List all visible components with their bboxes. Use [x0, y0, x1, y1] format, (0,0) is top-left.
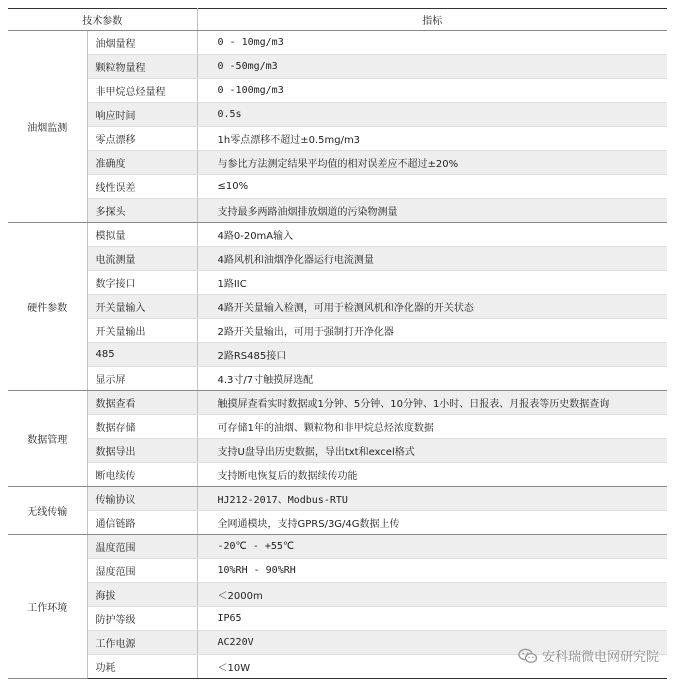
param-name-cell: 零点漂移 [87, 127, 197, 151]
table-row [8, 175, 667, 199]
param-value-cell: IP65 [197, 607, 667, 631]
param-name-cell: 开关量输入 [87, 295, 197, 319]
param-value-cell: 全网通模块，支持GPRS/3G/4G数据上传 [197, 511, 667, 535]
table-row [8, 199, 667, 223]
table-row [8, 391, 667, 415]
param-name-cell: 数字接口 [87, 271, 197, 295]
header-spec: 指标 [197, 9, 667, 31]
table-row [8, 559, 667, 583]
param-name-cell: 传输协议 [87, 487, 197, 511]
param-name-cell: 数据导出 [87, 439, 197, 463]
watermark [518, 646, 659, 665]
table-row [8, 511, 667, 535]
param-name-cell: 非甲烷总烃量程 [87, 79, 197, 103]
param-name-cell: 湿度范围 [87, 559, 197, 583]
param-value-cell: 4.3寸/7寸触摸屏选配 [197, 367, 667, 391]
param-name-cell: 485 [87, 343, 197, 367]
param-value-cell: 4路开关量输入检测，可用于检测风机和净化器的开关状态 [197, 295, 667, 319]
table-row [8, 271, 667, 295]
table-row [8, 415, 667, 439]
param-value-cell: 10%RH - 90%RH [197, 559, 667, 583]
param-value-cell: 4路0-20mA输入 [197, 223, 667, 247]
param-value-cell: -20℃ - +55℃ [197, 535, 667, 559]
table-row [8, 607, 667, 631]
table-row [8, 439, 667, 463]
table-row [8, 535, 667, 559]
wechat-icon [518, 648, 538, 664]
table-row [8, 79, 667, 103]
category-cell: 工作环境 [8, 535, 87, 679]
table-row [8, 31, 667, 55]
spec-body [8, 31, 667, 679]
category-cell: 无线传输 [8, 487, 87, 535]
param-value-cell: 0 - 10mg/m3 [197, 31, 667, 55]
table-row [8, 487, 667, 511]
param-value-cell: ＜2000m [197, 583, 667, 607]
param-name-cell: 多探头 [87, 199, 197, 223]
param-name-cell: 通信链路 [87, 511, 197, 535]
category-cell: 硬件参数 [8, 223, 87, 391]
spec-table [8, 8, 667, 679]
table-row [8, 151, 667, 175]
param-value-cell: 2路开关量输出，可用于强制打开净化器 [197, 319, 667, 343]
table-row [8, 583, 667, 607]
param-name-cell: 准确度 [87, 151, 197, 175]
watermark-text: 安科瑞微电网研究院 [541, 650, 659, 665]
param-value-cell: 与参比方法测定结果平均值的相对误差应不超过±20% [197, 151, 667, 175]
param-value-cell: ≤10% [197, 175, 667, 199]
param-value-cell: ＜10W [197, 655, 667, 679]
table-row [8, 319, 667, 343]
param-value-cell: 支持U盘导出历史数据，导出txt和excel格式 [197, 439, 667, 463]
param-value-cell: 0 -50mg/m3 [197, 55, 667, 79]
param-name-cell: 响应时间 [87, 103, 197, 127]
param-name-cell: 工作电源 [87, 631, 197, 655]
param-name-cell: 油烟量程 [87, 31, 197, 55]
table-row [8, 367, 667, 391]
param-name-cell: 温度范围 [87, 535, 197, 559]
param-name-cell: 电流测量 [87, 247, 197, 271]
param-value-cell: 1h零点漂移不超过±0.5mg/m3 [197, 127, 667, 151]
category-cell: 数据管理 [8, 391, 87, 487]
param-value-cell: 0.5s [197, 103, 667, 127]
table-row [8, 463, 667, 487]
param-name-cell: 数据查看 [87, 391, 197, 415]
param-value-cell: 可存储1年的油烟、颗粒物和非甲烷总烃浓度数据 [197, 415, 667, 439]
table-row [8, 127, 667, 151]
param-name-cell: 功耗 [87, 655, 197, 679]
table-row [8, 343, 667, 367]
param-name-cell: 断电续传 [87, 463, 197, 487]
table-row [8, 295, 667, 319]
param-value-cell: 2路RS485接口 [197, 343, 667, 367]
param-name-cell: 颗粒物量程 [87, 55, 197, 79]
param-name-cell: 开关量输出 [87, 319, 197, 343]
param-value-cell: 0 -100mg/m3 [197, 79, 667, 103]
table-row [8, 223, 667, 247]
param-value-cell: 1路IIC [197, 271, 667, 295]
param-name-cell: 防护等级 [87, 607, 197, 631]
param-value-cell: 支持最多两路油烟排放烟道的污染物测量 [197, 199, 667, 223]
param-name-cell: 数据存储 [87, 415, 197, 439]
table-row [8, 247, 667, 271]
param-value-cell: 触摸屏查看实时数据或1分钟、5分钟、10分钟、1小时、日报表、月报表等历史数据查询 [197, 391, 667, 415]
header-param: 技术参数 [8, 9, 197, 31]
table-row [8, 55, 667, 79]
param-name-cell: 海拔 [87, 583, 197, 607]
param-value-cell: HJ212-2017、Modbus-RTU [197, 487, 667, 511]
category-cell: 油烟监测 [8, 31, 87, 223]
param-value-cell: 4路风机和油烟净化器运行电流测量 [197, 247, 667, 271]
param-value-cell: 支持断电恢复后的数据续传功能 [197, 463, 667, 487]
table-row [8, 103, 667, 127]
param-name-cell: 线性误差 [87, 175, 197, 199]
param-name-cell: 模拟量 [87, 223, 197, 247]
param-value-cell: AC220V [197, 631, 667, 655]
table-header-row [8, 9, 667, 31]
param-name-cell: 显示屏 [87, 367, 197, 391]
